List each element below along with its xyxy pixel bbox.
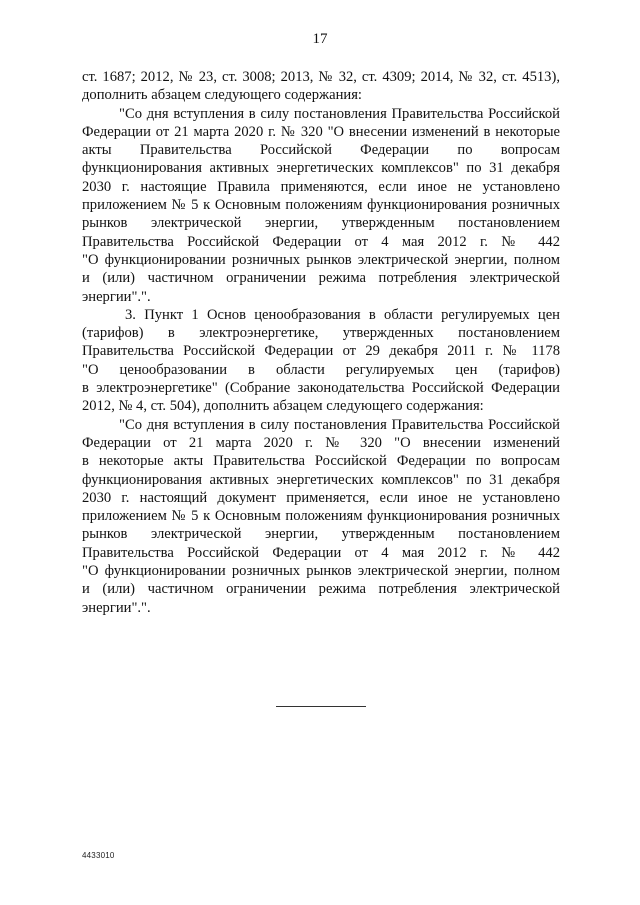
end-separator-line	[276, 706, 366, 707]
paragraph-intro	[82, 68, 560, 105]
text-line: приложением № 5 к Основным положениям функционирования розничных	[82, 508, 560, 525]
paragraph-quote-pricing	[82, 416, 560, 617]
text-line: "О функционировании розничных рынков электрической энергии, полном	[82, 251, 560, 268]
text-line: и (или) частичном ограничении режима потребления электрической	[82, 581, 560, 598]
text-line: ст. 1687; 2012, № 23, ст. 3008; 2013, № 32, ст. 4309; 2014, № 32, ст. 4513),	[82, 69, 560, 85]
text-line: в электроэнергетике" (Собрание законодательства Российской Федерации	[82, 380, 560, 397]
text-line: Федерации от 21 марта 2020 г. № 320 "О внесении изменений в некоторые	[82, 123, 560, 140]
text-line: 2030 г. настоящие Правила применяются, если иное не установлено	[82, 178, 560, 195]
text-line: рынков электрической энергии, утвержденным постановлением	[82, 526, 560, 543]
text-line: функционирования активных энергетических комплексов" по 31 декабря	[82, 160, 560, 177]
text-line: энергии".".	[82, 288, 151, 305]
text-line: функционирования активных энергетических комплексов" по 31 декабря	[82, 471, 560, 488]
text-line: "Со дня вступления в силу постановления Правительства Российской	[119, 105, 560, 122]
text-line: рынков электрической энергии, утвержденным постановлением	[82, 215, 560, 232]
text-line: Федерации от 21 марта 2020 г. № 320 "О внесении изменений	[82, 434, 560, 451]
paragraph-item-3	[82, 306, 560, 416]
text-line: приложением № 5 к Основным положениям функционирования розничных	[82, 197, 560, 214]
paragraph-quote-rules	[82, 105, 560, 306]
text-line: 2012, № 4, ст. 504), дополнить абзацем следующего содержания:	[82, 398, 484, 415]
text-line: 2030 г. настоящий документ применяется, если иное не установлено	[82, 489, 560, 506]
page-number: 17	[312, 31, 328, 47]
text-line: Правительства Российской Федерации от 4 мая 2012 г. № 442	[82, 233, 560, 250]
text-line: Правительства Российской Федерации от 29 декабря 2011 г. № 1178	[82, 343, 560, 360]
text-line: (тарифов) в электроэнергетике, утвержденных постановлением	[82, 325, 560, 342]
text-line: в некоторые акты Правительства Российской Федерации по вопросам	[82, 453, 560, 470]
text-line: Правительства Российской Федерации от 4 мая 2012 г. № 442	[82, 544, 560, 561]
text-line: 3. Пункт 1 Основ ценообразования в области регулируемых цен	[125, 306, 560, 323]
text-line: и (или) частичном ограничении режима потребления электрической	[82, 270, 560, 287]
text-line: акты Правительства Российской Федерации по вопросам	[82, 142, 560, 159]
document-body	[82, 68, 560, 617]
text-line: "Со дня вступления в силу постановления Правительства Российской	[119, 416, 560, 433]
text-line: энергии".".	[82, 599, 151, 616]
text-line: "О ценообразовании в области регулируемых цен (тарифов)	[82, 361, 560, 378]
document-code: 4433010	[82, 851, 115, 860]
text-line: "О функционировании розничных рынков электрической энергии, полном	[82, 563, 560, 580]
text-line: дополнить абзацем следующего содержания:	[82, 87, 362, 104]
